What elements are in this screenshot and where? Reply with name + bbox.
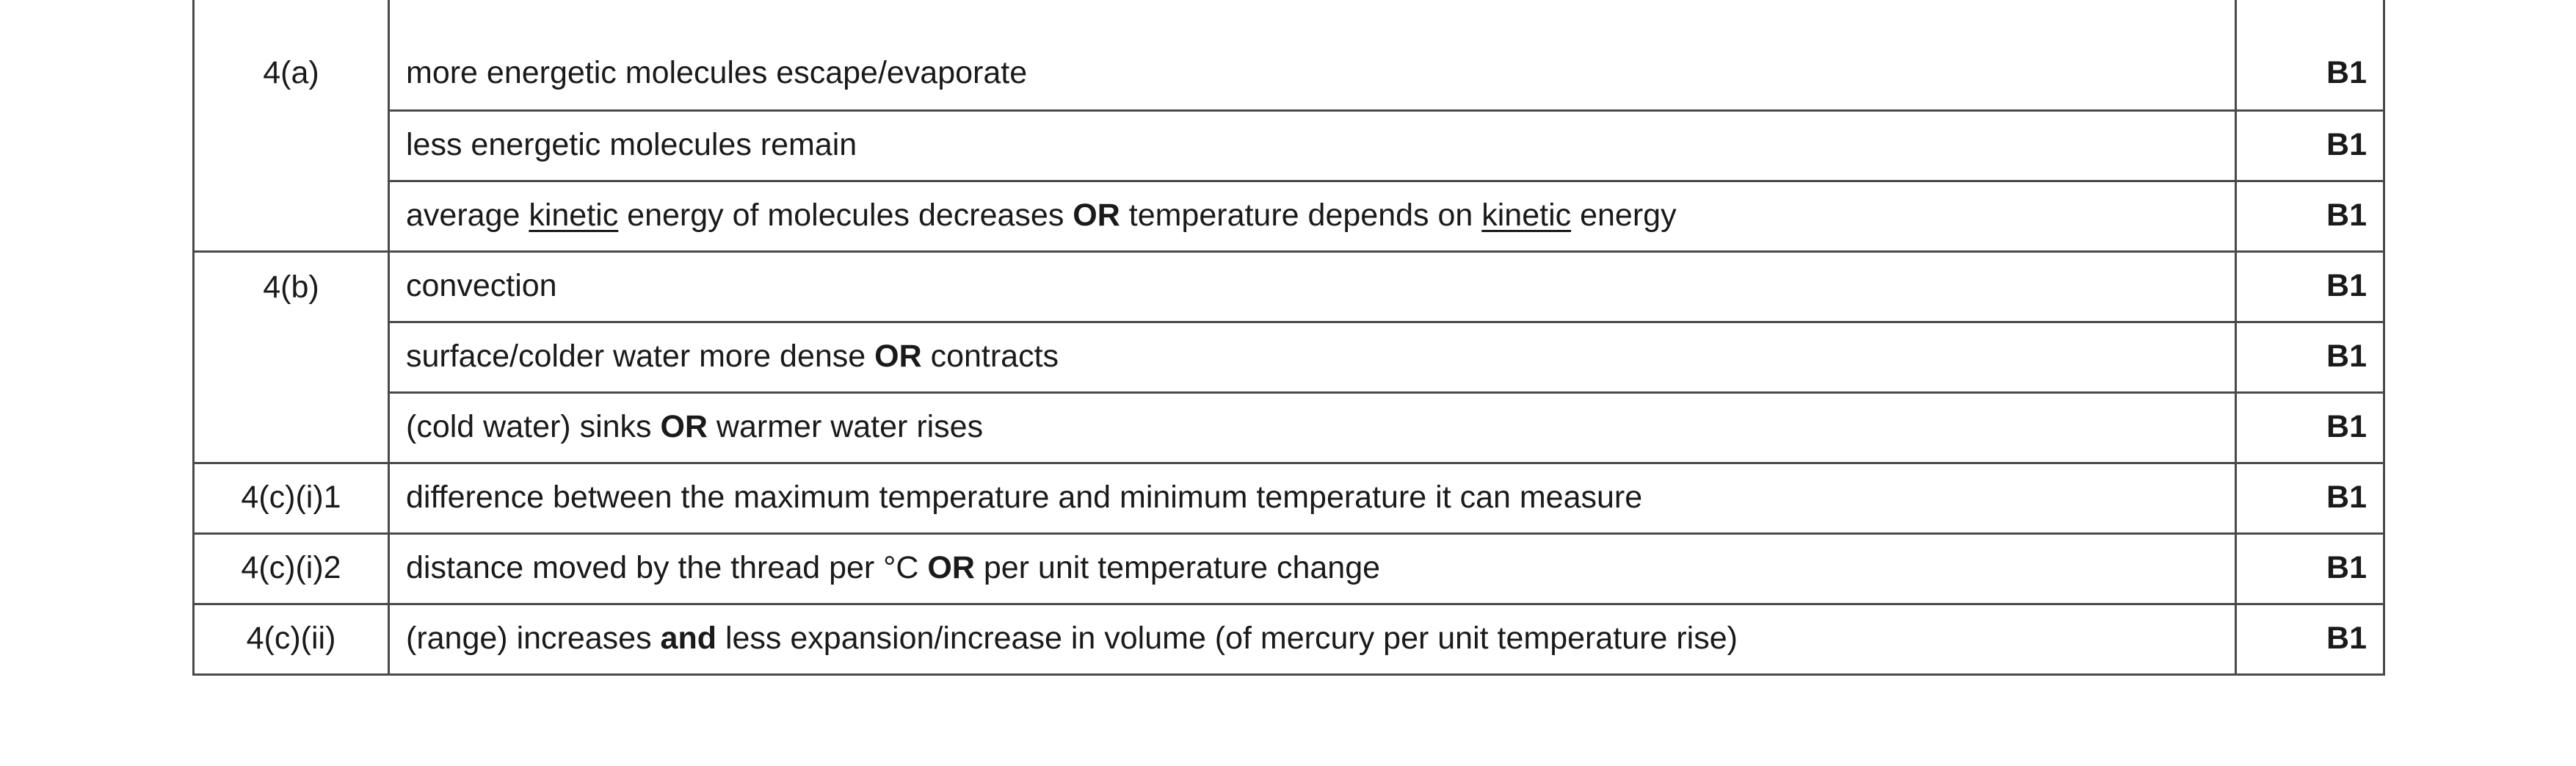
table-row (194, 322, 2384, 392)
answer-text: contracts (921, 339, 1059, 375)
answer-text: warmer water rises (707, 409, 984, 445)
question-number: 4(a) (194, 0, 389, 251)
answer-text: per unit temperature change (974, 550, 1381, 586)
table-row (194, 604, 2384, 674)
answer-cell (389, 181, 2236, 251)
bold-connector: OR (660, 409, 708, 445)
mark-cell: B1 (2236, 181, 2384, 251)
table-row (194, 181, 2384, 251)
answer-text: (cold water) sinks (406, 409, 661, 445)
mark-scheme-table (192, 0, 2385, 676)
underlined-term: kinetic (529, 198, 619, 234)
question-number: 4(c)(i)1 (194, 463, 389, 533)
answer-cell: more energetic molecules escape/evaporate (389, 0, 2236, 110)
underlined-term: kinetic (1481, 198, 1572, 234)
answer-text: energy of molecules decreases (618, 198, 1073, 234)
mark-cell: B1 (2236, 0, 2384, 110)
answer-cell: convection (389, 251, 2236, 322)
mark-cell: B1 (2236, 251, 2384, 322)
mark-cell: B1 (2236, 392, 2384, 463)
bold-connector: OR (1073, 198, 1120, 234)
answer-text: distance moved by the thread per °C (406, 550, 928, 586)
bold-connector: and (660, 621, 716, 657)
table-row (194, 463, 2384, 533)
mark-cell: B1 (2236, 463, 2384, 533)
mark-cell: B1 (2236, 604, 2384, 674)
answer-text: energy (1571, 198, 1677, 234)
answer-text: average (406, 198, 529, 234)
answer-cell: difference between the maximum temperature and minimum temperature it can measure (389, 463, 2236, 533)
answer-text: (range) increases (406, 621, 661, 657)
mark-cell: B1 (2236, 533, 2384, 604)
answer-cell (389, 604, 2236, 674)
answer-text: temperature depends on (1120, 198, 1482, 234)
table-row (194, 392, 2384, 463)
answer-cell (389, 392, 2236, 463)
table-row (194, 533, 2384, 604)
answer-cell: less energetic molecules remain (389, 110, 2236, 181)
answer-cell (389, 322, 2236, 392)
answer-cell (389, 533, 2236, 604)
bold-connector: OR (927, 550, 975, 586)
bold-connector: OR (874, 339, 922, 375)
question-number: 4(c)(ii) (194, 604, 389, 674)
table-row (194, 0, 2384, 110)
mark-cell: B1 (2236, 110, 2384, 181)
answer-text: less expansion/increase in volume (of mercury per unit temperature rise) (716, 621, 1738, 657)
answer-text: surface/colder water more dense (406, 339, 875, 375)
table-row (194, 110, 2384, 181)
mark-cell: B1 (2236, 322, 2384, 392)
table-row (194, 251, 2384, 322)
question-number: 4(b) (194, 251, 389, 463)
question-number: 4(c)(i)2 (194, 533, 389, 604)
